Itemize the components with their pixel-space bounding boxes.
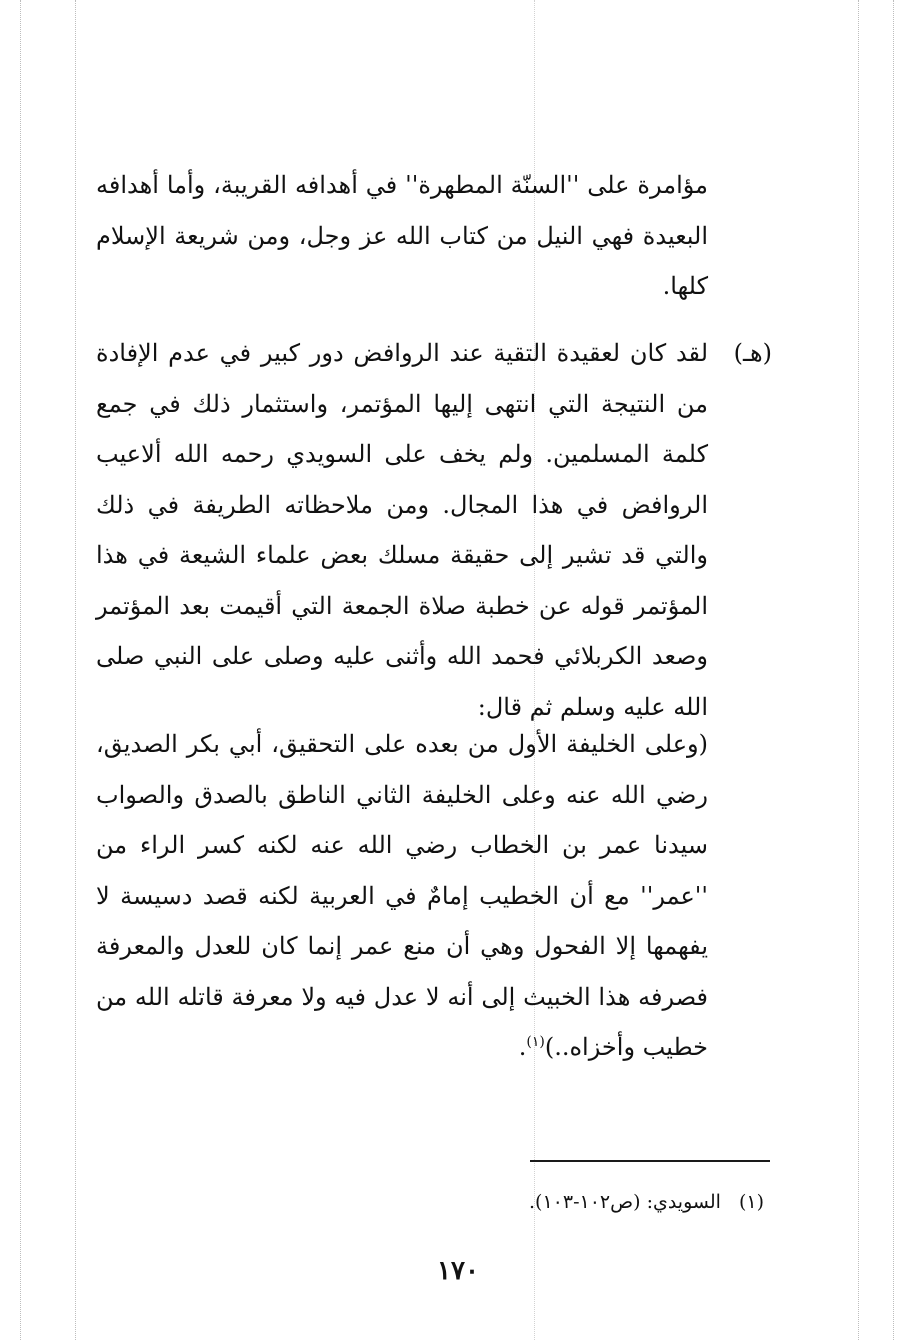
footnote-reference[interactable]: (١)	[526, 1034, 545, 1050]
footnote-divider	[530, 1160, 770, 1162]
scan-guide-line	[75, 0, 76, 1340]
scan-guide-line	[893, 0, 894, 1340]
intro-text: مؤامرة على ''السنّة المطهرة'' في أهدافه القريبة، وأما أهدافه البعيدة فهي النيل من كتاب الله عز وجل، ومن شريعة الإسلام كلها.	[96, 171, 708, 300]
footnote-text: السويدي: (ص١٠٢-١٠٣).	[529, 1191, 721, 1213]
footnote-number: (١)	[738, 1191, 764, 1213]
quote-end: .	[518, 1033, 527, 1061]
scan-guide-line	[858, 0, 859, 1340]
footnote	[529, 1186, 764, 1218]
quote-paragraph	[96, 719, 708, 1073]
quote-text: (وعلى الخليفة الأول من بعده على التحقيق، أبي بكر الصديق، رضي الله عنه وعلى الخليفة الثاني الناطق بالصدق والصواب سيدنا عمر بن الخطاب رضي الله عنه لكنه كسر الراء من ''عمر'' مع أن الخطيب إمامٌ في العربية لكنه قصد دسيسة لا يفهمها إلا الفحول وهي أن منع عمر إنما كان للعدل والمعرفة فصرفه هذا الخبيث إلى أنه لا عدل فيه ولا معرفة قاتله الله من خطيب وأخزاه..)	[96, 730, 709, 1061]
item-marker: (هـ)	[733, 339, 772, 367]
quote-container	[96, 719, 708, 1073]
scan-guide-line	[20, 0, 21, 1340]
item-he-paragraph	[96, 328, 708, 732]
item-he-text: لقد كان لعقيدة التقية عند الروافض دور كبير في عدم الإفادة من النتيجة التي انتهى إليها المؤتمر، واستثمار ذلك في جمع كلمة المسلمين. ولم يخف على السويدي رحمه الله ألاعيب الروافض في هذا المجال. ومن ملاحظاته الطريفة في ذلك والتي قد تشير إلى حقيقة مسلك بعض علماء الشيعة في هذا المؤتمر قوله عن خطبة صلاة الجمعة التي أقيمت بعد المؤتمر وصعد الكربلائي فحمد الله وأثنى عليه وصلى على النبي صلى الله عليه وسلم ثم قال:	[96, 339, 708, 721]
page-number: ١٧٠	[437, 1256, 479, 1286]
intro-paragraph	[96, 160, 708, 312]
